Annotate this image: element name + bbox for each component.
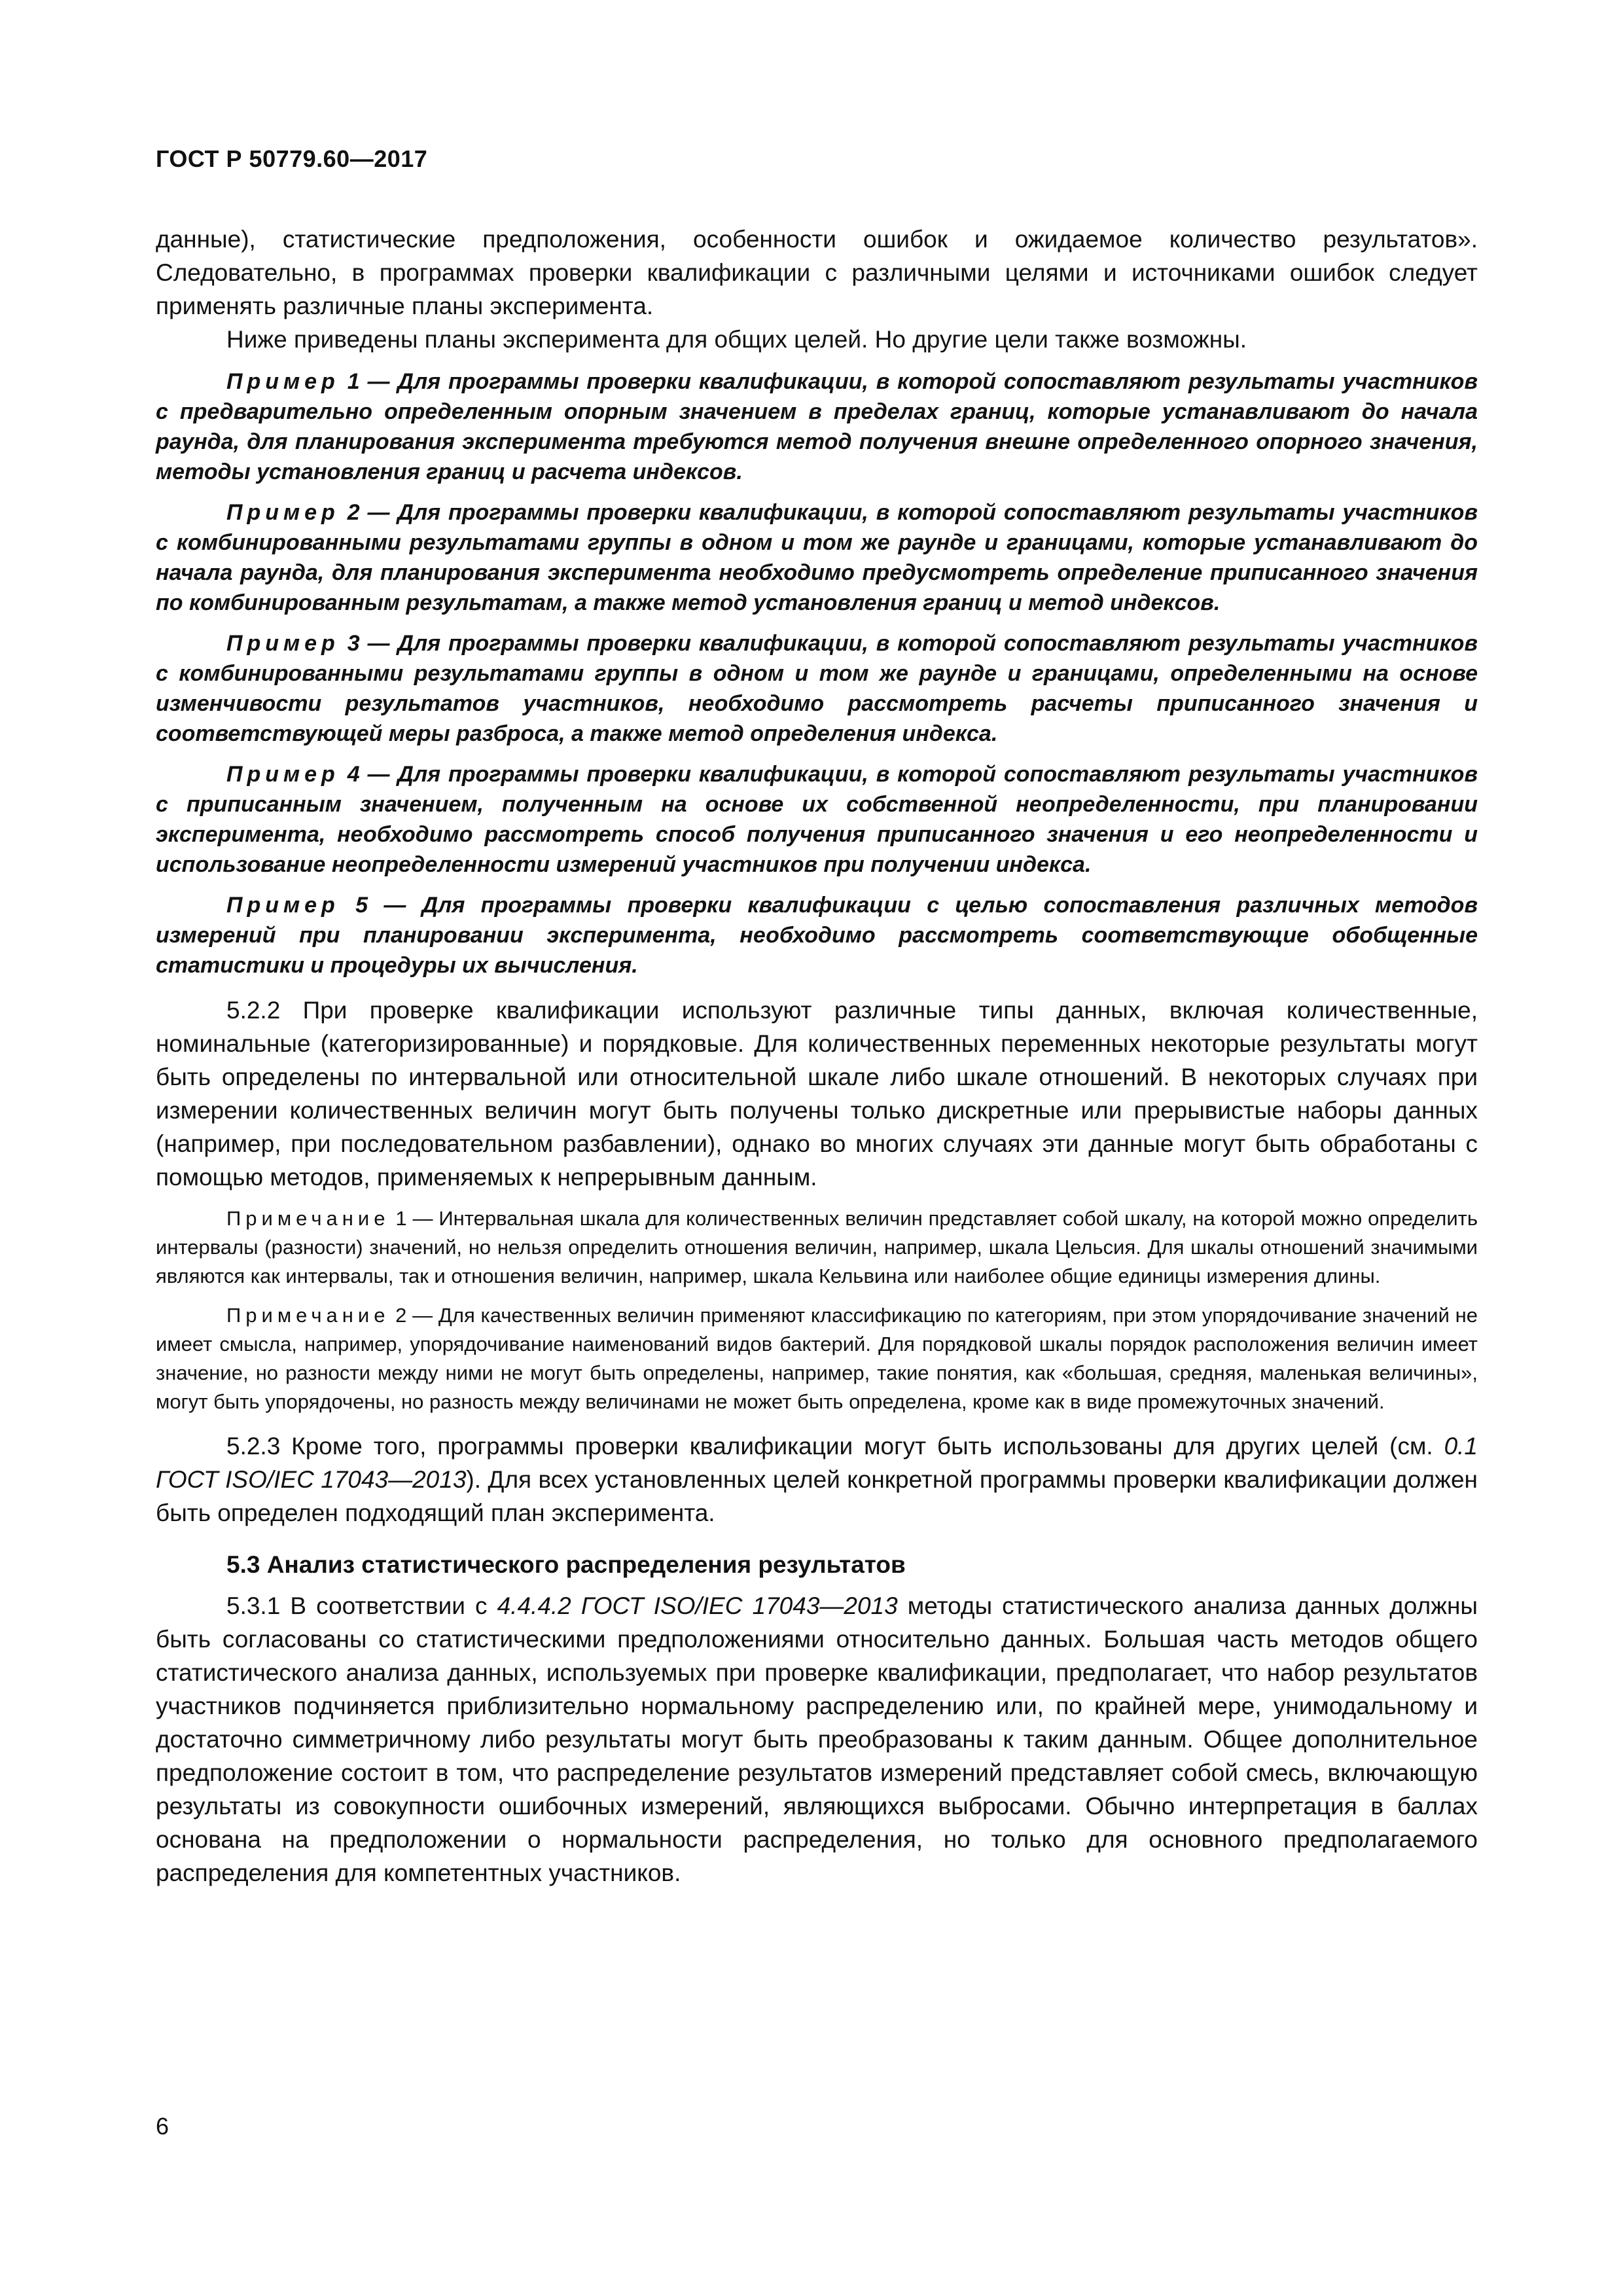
example-text: 4 — Для программы проверки квалификации, в которой сопоставляют результаты участников с приписанным значением, полученным на основе их собственной неопределенности, при планировании эксперимента, необходимо рассмотреть способ получения приписанного значения и его неопределенности и использование неопределенности измерений участников при получении индекса.: [156, 762, 1478, 877]
example-text: 5 — Для программы проверки квалификации с целью сопоставления различных методов измерений при планировании эксперимента, необходимо рассмотреть соответствующие обобщенные статистики и процедуры их вычисления.: [156, 893, 1478, 978]
example-text: 3 — Для программы проверки квалификации, в которой сопоставляют результаты участников с комбинированными результатами группы в одном и том же раунде и границами, определенными на основе изменчивости результатов участников, необходимо рассмотреть расчеты приписанного значения и соответствующей меры разброса, а также метод определения индекса.: [156, 631, 1478, 746]
note-text: 1 — Интервальная шкала для количественных величин представляет собой шкалу, на которой можно определить интервалы (разности) значений, но нельзя определить отношения величин, например, шкала Цельсия. Для шкалы отношений значимыми являются как интервалы, так и отношения величин, например, шкала Кельвина или наиболее общие единицы измерения длины.: [156, 1207, 1478, 1287]
paragraph-5-3-1: [156, 1589, 1478, 1890]
note-label: Примечание: [226, 1304, 390, 1327]
intro-continuation: данные), статистические предположения, особенности ошибок и ожидаемое количество результатов». Следовательно, в программах проверки квалификации с различными целями и источниками ошибок следует применять различные планы эксперимента.: [156, 226, 1478, 319]
example-4: [156, 759, 1478, 880]
note-2: [156, 1301, 1478, 1416]
standard-reference: 0.1 ГОСТ ISO/IEC 17043—2013: [156, 1433, 1478, 1493]
standard-reference: 4.4.4.2 ГОСТ ISO/IEC 17043—2013: [497, 1592, 898, 1619]
note-label: Примечание: [226, 1207, 390, 1230]
paragraph-5-2-3: [156, 1429, 1478, 1530]
note-text: 2 — Для качественных величин применяют классификацию по категориям, при этом упорядочивание значений не имеет смысла, например, упорядочивание наименований видов бактерий. Для порядковой шкалы порядок расположения величин имеет значение, но разности между ними не могут быть определены, например, такие понятия, как «большая, средняя, маленькая величины», могут быть упорядочены, но разность между величинами не может быть определена, кроме как в виде промежуточных значений.: [156, 1304, 1478, 1413]
example-label: Пример: [226, 500, 340, 525]
example-5: [156, 890, 1478, 980]
note-1: [156, 1204, 1478, 1291]
example-text: 1 — Для программы проверки квалификации, в которой сопоставляют результаты участников с предварительно определенным опорным значением в пределах границ, которые устанавливают до начала раунда, для планирования эксперимента требуются метод получения внешне определенного опорного значения, методы установления границ и расчета индексов.: [156, 369, 1478, 484]
section-title-5-3: 5.3 Анализ статистического распределения результатов: [226, 1551, 906, 1578]
example-label: Пример: [226, 893, 340, 918]
example-3: [156, 628, 1478, 749]
example-2: [156, 497, 1478, 618]
example-text: 2 — Для программы проверки квалификации, в которой сопоставляют результаты участников с комбинированными результатами группы в одном и том же раунде и границами, которые устанавливают до начала раунда, для планирования эксперимента необходимо предусмотреть определение приписанного значения по комбинированным результатам, а также метод установления границ и метод индексов.: [156, 500, 1478, 615]
example-label: Пример: [226, 369, 340, 394]
intro-lead: Ниже приведены планы эксперимента для общих целей. Но другие цели также возможны.: [226, 326, 1247, 353]
example-1: [156, 367, 1478, 487]
document-header: ГОСТ Р 50779.60—2017: [156, 145, 428, 172]
paragraph-text: 5.3.1 В соответствии с: [226, 1592, 497, 1619]
paragraph-text: методы статистического анализа данных должны быть согласованы со статистическими предположениями относительно данных. Большая часть методов общего статистического анализа данных, используемых при проверке квалификации, предполагает, что набор результатов участников подчиняется приблизительно нормальному распределению или, по крайней мере, унимодальному и достаточно симметричному либо результаты могут быть преобразованы к таким данным. Общее дополнительное предположение состоит в том, что распределение результатов измерений представляет собой смесь, включающую результаты из совокупности ошибочных измерений, являющихся выбросами. Обычно интерпретация в баллах основана на предположении о нормальности распределения, но только для основного предполагаемого распределения для компетентных участников.: [156, 1592, 1478, 1886]
paragraph-text: ). Для всех установленных целей конкретной программы проверки квалификации должен быть определен подходящий план эксперимента.: [156, 1466, 1478, 1526]
document-body: [156, 223, 1478, 1890]
page-number: 6: [156, 2113, 169, 2140]
paragraph-text: 5.2.3 Кроме того, программы проверки квалификации могут быть использованы для других целей (см.: [226, 1433, 1444, 1460]
example-label: Пример: [226, 762, 340, 787]
paragraph-5-2-2: 5.2.2 При проверке квалификации используют различные типы данных, включая количественные, номинальные (категоризированные) и порядковые. Для количественных переменных некоторые результаты могут быть определены по интервальной или относительной шкале либо шкале отношений. В некоторых случаях при измерении количественных величин могут быть получены только дискретные или прерывистые наборы данных (например, при последовательном разбавлении), однако во многих случаях эти данные могут быть обработаны с помощью методов, применяемых к непрерывным данным.: [156, 997, 1478, 1191]
example-label: Пример: [226, 631, 340, 656]
